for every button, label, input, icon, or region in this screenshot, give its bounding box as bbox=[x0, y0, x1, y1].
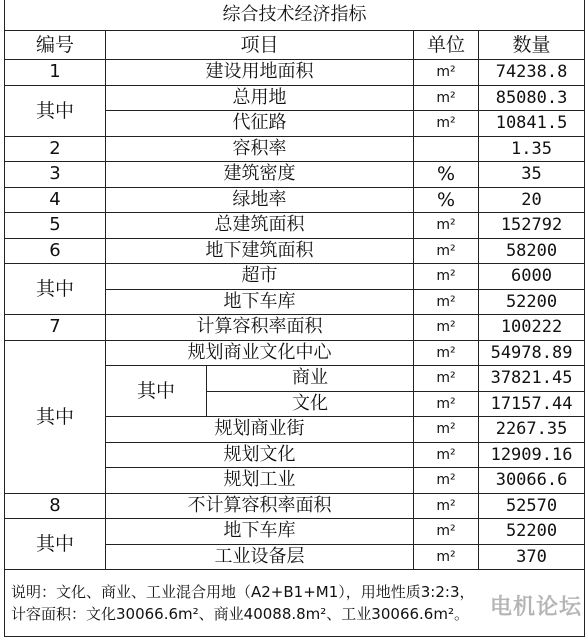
table-row bbox=[5, 315, 585, 341]
row-item: 规划文化 bbox=[106, 442, 414, 468]
row-qty: 30066.6 bbox=[479, 468, 585, 494]
table-row bbox=[5, 60, 585, 86]
row-number: 7 bbox=[5, 315, 106, 341]
row-qty: 74238.8 bbox=[479, 60, 585, 86]
row-number: 5 bbox=[5, 213, 106, 239]
row-unit: m² bbox=[414, 111, 479, 137]
row-qty: 6000 bbox=[479, 264, 585, 290]
row-item: 建设用地面积 bbox=[106, 60, 414, 86]
row-qty: 54978.89 bbox=[479, 340, 585, 366]
group-label: 其中 bbox=[5, 340, 106, 493]
header-unit: 单位 bbox=[414, 31, 479, 60]
row-item: 规划商业文化中心 bbox=[106, 340, 414, 366]
row-unit: m² bbox=[414, 519, 479, 545]
row-unit bbox=[414, 136, 479, 162]
row-item: 总用地 bbox=[106, 85, 414, 111]
row-item: 地下建筑面积 bbox=[106, 238, 414, 264]
row-qty: 12909.16 bbox=[479, 442, 585, 468]
row-unit: m² bbox=[414, 238, 479, 264]
table-row bbox=[5, 85, 585, 111]
row-item: 工业设备层 bbox=[106, 544, 414, 570]
group-label: 其中 bbox=[5, 85, 106, 136]
row-number: 4 bbox=[5, 187, 106, 213]
row-number: 8 bbox=[5, 493, 106, 519]
row-item: 规划工业 bbox=[106, 468, 414, 494]
row-qty: 52570 bbox=[479, 493, 585, 519]
row-unit: m² bbox=[414, 493, 479, 519]
row-qty: 10841.5 bbox=[479, 111, 585, 137]
table-row bbox=[5, 162, 585, 188]
row-item: 商业 bbox=[207, 366, 414, 392]
row-unit: m² bbox=[414, 417, 479, 443]
table-title: 综合技术经济指标 bbox=[5, 0, 585, 31]
row-unit: % bbox=[414, 187, 479, 213]
table-row bbox=[5, 238, 585, 264]
row-unit: m² bbox=[414, 264, 479, 290]
row-qty: 152792 bbox=[479, 213, 585, 239]
group-label: 其中 bbox=[5, 519, 106, 570]
row-qty: 20 bbox=[479, 187, 585, 213]
row-qty: 58200 bbox=[479, 238, 585, 264]
row-item: 计算容积率面积 bbox=[106, 315, 414, 341]
table-row bbox=[5, 187, 585, 213]
row-unit: m² bbox=[414, 315, 479, 341]
row-item: 代征路 bbox=[106, 111, 414, 137]
row-qty: 1.35 bbox=[479, 136, 585, 162]
row-unit: % bbox=[414, 162, 479, 188]
indicator-sheet bbox=[4, 0, 584, 629]
indicator-table bbox=[4, 0, 585, 637]
group-label: 其中 bbox=[5, 264, 106, 315]
note-line-2: 计容面积：文化30066.6m²、商业40088.8m²、工业30066.6m²。 bbox=[11, 605, 469, 623]
row-qty: 52200 bbox=[479, 519, 585, 545]
row-unit: m² bbox=[414, 85, 479, 111]
row-item: 超市 bbox=[106, 264, 414, 290]
header-qty: 数量 bbox=[479, 31, 585, 60]
row-number: 3 bbox=[5, 162, 106, 188]
watermark: 电机论坛 bbox=[489, 595, 582, 620]
row-unit: m² bbox=[414, 442, 479, 468]
row-unit: m² bbox=[414, 468, 479, 494]
row-unit: m² bbox=[414, 544, 479, 570]
row-item: 规划商业街 bbox=[106, 417, 414, 443]
row-item: 建筑密度 bbox=[106, 162, 414, 188]
row-number: 1 bbox=[5, 60, 106, 86]
table-row bbox=[5, 136, 585, 162]
row-qty: 52200 bbox=[479, 289, 585, 315]
header-item: 项目 bbox=[106, 31, 414, 60]
table-row bbox=[5, 213, 585, 239]
row-qty: 35 bbox=[479, 162, 585, 188]
table-row bbox=[5, 264, 585, 290]
row-qty: 37821.45 bbox=[479, 366, 585, 392]
row-qty: 85080.3 bbox=[479, 85, 585, 111]
header-no: 编号 bbox=[5, 31, 106, 60]
row-number: 6 bbox=[5, 238, 106, 264]
row-unit: m² bbox=[414, 289, 479, 315]
row-unit: m² bbox=[414, 366, 479, 392]
row-unit: m² bbox=[414, 213, 479, 239]
row-qty: 370 bbox=[479, 544, 585, 570]
row-item: 地下车库 bbox=[106, 519, 414, 545]
row-item: 文化 bbox=[207, 391, 414, 417]
table-row bbox=[5, 340, 585, 366]
sub-group-label: 其中 bbox=[106, 366, 207, 417]
note-line-1: 说明：文化、商业、工业混合用地（A2+B1+M1），用地性质3:2:3， bbox=[11, 583, 475, 601]
table-row bbox=[5, 493, 585, 519]
row-qty: 100222 bbox=[479, 315, 585, 341]
row-item: 绿地率 bbox=[106, 187, 414, 213]
row-item: 容积率 bbox=[106, 136, 414, 162]
row-item: 总建筑面积 bbox=[106, 213, 414, 239]
row-number: 2 bbox=[5, 136, 106, 162]
table-row bbox=[5, 519, 585, 545]
row-qty: 17157.44 bbox=[479, 391, 585, 417]
row-unit: m² bbox=[414, 60, 479, 86]
row-unit: m² bbox=[414, 391, 479, 417]
row-item: 地下车库 bbox=[106, 289, 414, 315]
row-unit: m² bbox=[414, 340, 479, 366]
row-qty: 2267.35 bbox=[479, 417, 585, 443]
row-item: 不计算容积率面积 bbox=[106, 493, 414, 519]
